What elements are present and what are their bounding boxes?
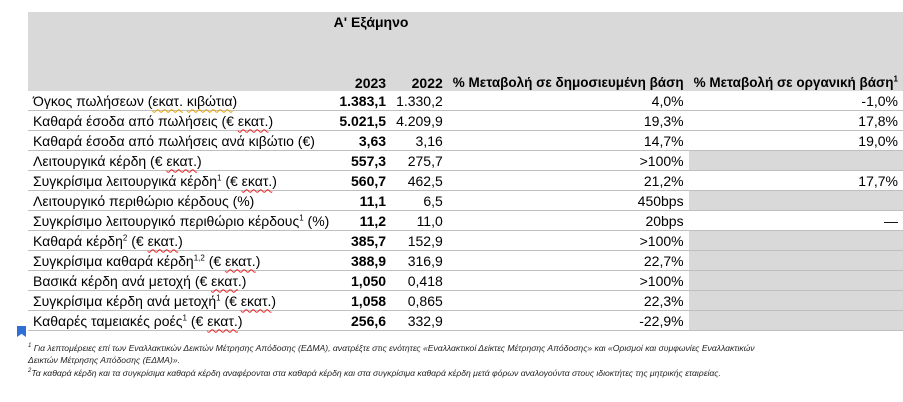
value-2023: 256,6 <box>351 312 387 329</box>
header-blank-cell <box>448 12 689 31</box>
value-organic-change: -1,0% <box>861 92 898 109</box>
row-label-text: Λειτουργικά κέρδη (€ <box>33 152 167 169</box>
row-label-text: Καθαρά κέρδη <box>33 232 123 249</box>
value-reported-change: >100% <box>639 232 684 249</box>
row-label-unit: εκατ <box>211 272 238 289</box>
row-label-text: ) <box>196 152 202 169</box>
value-2023: 385,7 <box>351 232 387 249</box>
period-header: Α' Εξάμηνο <box>334 12 447 31</box>
value-organic-change: 19,0% <box>858 132 898 149</box>
value-organic-change: — <box>884 212 898 229</box>
row-label-text: (€ <box>221 172 242 189</box>
header-blank-cell <box>28 12 334 31</box>
table-row <box>28 211 903 231</box>
value-2022: 152,9 <box>407 232 443 249</box>
value-2022: 4.209,9 <box>396 112 443 129</box>
row-label-text: Όγκος πωλήσεων ( <box>33 92 153 109</box>
table-row <box>28 171 903 191</box>
value-organic-change <box>689 311 903 331</box>
value-reported-change: 22,3% <box>643 292 684 309</box>
row-label-text: (€ <box>187 312 208 329</box>
row-label-unit: εκατ. <box>152 92 183 109</box>
value-2022: 0,418 <box>407 272 443 289</box>
financial-results-table <box>28 12 903 331</box>
column-header-organic-change: % Μεταβολή σε οργανική βάση$^1$ <box>689 31 903 91</box>
row-label-text: Βασικά κέρδη ανά μετοχή (€ <box>33 272 212 289</box>
table-row <box>28 151 903 171</box>
value-2022: 11,0 <box>416 212 443 229</box>
footnote-marker: 2 <box>122 232 128 242</box>
table-row <box>28 91 903 111</box>
table-row <box>28 191 903 211</box>
row-label-text: Καθαρά έσοδα από πωλήσεις ανά κιβώτιο (€) <box>33 132 315 149</box>
value-reported-change: >100% <box>639 272 684 289</box>
value-2022: 275,7 <box>407 152 443 169</box>
footnote-marker: 1 <box>182 312 187 322</box>
value-reported-change: 14,7% <box>643 132 684 149</box>
row-label <box>28 151 334 171</box>
value-2023: 1,058 <box>351 292 387 309</box>
footnote-marker: 1 <box>216 292 221 302</box>
value-reported-change: 4,0% <box>651 92 684 109</box>
value-2023: 1.383,1 <box>339 92 387 109</box>
value-2023: 1,050 <box>351 272 387 289</box>
value-2023: 560,7 <box>351 172 387 189</box>
value-2023: 11,2 <box>359 212 387 229</box>
row-label <box>28 91 334 111</box>
row-label-text: Συγκρίσιμο λειτουργικό περιθώριο κέρδους <box>33 212 300 229</box>
row-label <box>28 131 334 151</box>
row-label-unit: εκατ. <box>166 152 197 169</box>
row-label-text: Συγκρίσιμα λειτουργικά κέρδη <box>33 172 217 189</box>
row-label-text: Συγκρίσιμα καθαρά κέρδη <box>33 252 194 269</box>
value-organic-change <box>689 191 903 211</box>
row-label <box>28 211 334 231</box>
row-label-text: (%) <box>303 212 330 229</box>
value-2023: 5.021,5 <box>339 112 387 129</box>
value-organic-change <box>689 291 903 311</box>
footnotes <box>28 343 768 382</box>
table-row <box>28 131 903 151</box>
value-2023: 388,9 <box>351 252 387 269</box>
row-label <box>28 111 334 131</box>
row-label-text: ) <box>268 112 274 129</box>
footnote-1: $^1$ Για λεπτομέρειες επί των Εναλλακτικών Δεικτών Μέτρησης Απόδοσης (ΕΔΜΑ), ανατρέξτε στις ενότητες «Εναλλακτικοί Δείκτες Μέτρησης Απόδοσης» και «Ορισμοί και συμφωνίες Εναλλακτικών Δεικτών Μέτρησης Απόδοσης (ΕΔΜΑ)». <box>28 343 755 365</box>
row-label-text: ) <box>178 232 183 249</box>
value-organic-change <box>689 231 903 251</box>
header-blank-cell <box>689 12 903 31</box>
value-2022: 462,5 <box>407 172 443 189</box>
row-label-unit: εκατ. <box>147 232 179 249</box>
row-label-unit: εκατ. <box>237 112 269 129</box>
value-reported-change: -22,9% <box>639 312 684 329</box>
value-2023: 3,63 <box>358 132 387 149</box>
value-2022: 0,865 <box>407 292 443 309</box>
table-body <box>28 91 903 331</box>
table-row <box>28 291 903 311</box>
value-reported-change: >100% <box>639 152 684 169</box>
footnote-marker: 1 <box>216 172 222 182</box>
value-2022: 3,16 <box>415 132 443 149</box>
value-reported-change: 21,2% <box>643 172 684 189</box>
table-row <box>28 231 903 251</box>
header-label-cell <box>28 31 334 91</box>
row-label-text: ) <box>237 312 243 329</box>
row-label <box>28 171 334 191</box>
value-2022: 1.330,2 <box>396 92 443 109</box>
footnote-2: $^2$Τα καθαρά κέρδη και τα συγκρίσιμα καθαρά κέρδη αναφέρονται στα καθαρά κέρδη και στα συγκρίσιμα καθαρά κέρδη μετά φόρων αναλογούντα στους ιδιοκτήτες της μητρικής εταιρείας. <box>28 368 721 378</box>
row-label-text: Λειτουργικό περιθώριο κέρδους (%) <box>33 192 255 209</box>
column-header-2022: 2022 <box>391 31 448 91</box>
row-label-unit: κιβώτια <box>186 92 233 109</box>
row-label <box>28 231 334 251</box>
bookmark-icon[interactable] <box>17 326 26 337</box>
row-label <box>28 311 334 331</box>
row-label-text: Καθαρές ταμειακές ροές <box>33 312 183 329</box>
value-2022: 332,9 <box>407 312 443 329</box>
column-header-reported-change: % Μεταβολή σε δημοσιευμένη βάση <box>448 31 689 91</box>
row-label <box>28 291 334 311</box>
row-label-unit: εκατ. <box>241 172 273 189</box>
table-row <box>28 251 903 271</box>
value-reported-change: 19,3% <box>643 112 684 129</box>
table-row <box>28 271 903 291</box>
row-label-unit: εκατ. <box>207 312 238 329</box>
row-label-text: .) <box>237 272 247 289</box>
row-label <box>28 271 334 291</box>
row-label-text: Καθαρά έσοδα από πωλήσεις (€ <box>33 112 238 129</box>
row-label-unit: εκατ. <box>240 292 272 309</box>
row-label-text: ) <box>255 252 261 269</box>
value-organic-change <box>689 271 903 291</box>
footnote-marker: 1 <box>299 212 304 222</box>
value-2022: 316,9 <box>407 252 443 269</box>
row-label-text: (€ <box>204 252 226 269</box>
row-label-unit: εκατ. <box>225 252 256 269</box>
value-reported-change: 20bps <box>645 212 684 229</box>
row-label-text: Συγκρίσιμα κέρδη ανά μετοχή <box>33 292 217 309</box>
value-organic-change: 17,7% <box>858 172 898 189</box>
value-organic-change: 17,8% <box>858 112 898 129</box>
table-row <box>28 311 903 331</box>
value-organic-change <box>689 251 903 271</box>
footnote-marker: 1,2 <box>193 252 205 262</box>
row-label-text: ) <box>272 172 277 189</box>
row-label <box>28 191 334 211</box>
row-label-text: (€ <box>220 292 241 309</box>
value-2022: 6,5 <box>423 192 443 209</box>
value-2023: 11,1 <box>359 192 387 209</box>
value-reported-change: 22,7% <box>643 252 684 269</box>
row-label-text: (€ <box>127 232 148 249</box>
value-2023: 557,3 <box>351 152 387 169</box>
table-row <box>28 111 903 131</box>
row-label-text: ) <box>232 92 238 109</box>
row-label <box>28 251 334 271</box>
column-header-2023: 2023 <box>334 31 391 91</box>
value-reported-change: 450bps <box>637 192 684 209</box>
value-organic-change <box>689 151 903 171</box>
row-label-text: ) <box>271 292 277 309</box>
